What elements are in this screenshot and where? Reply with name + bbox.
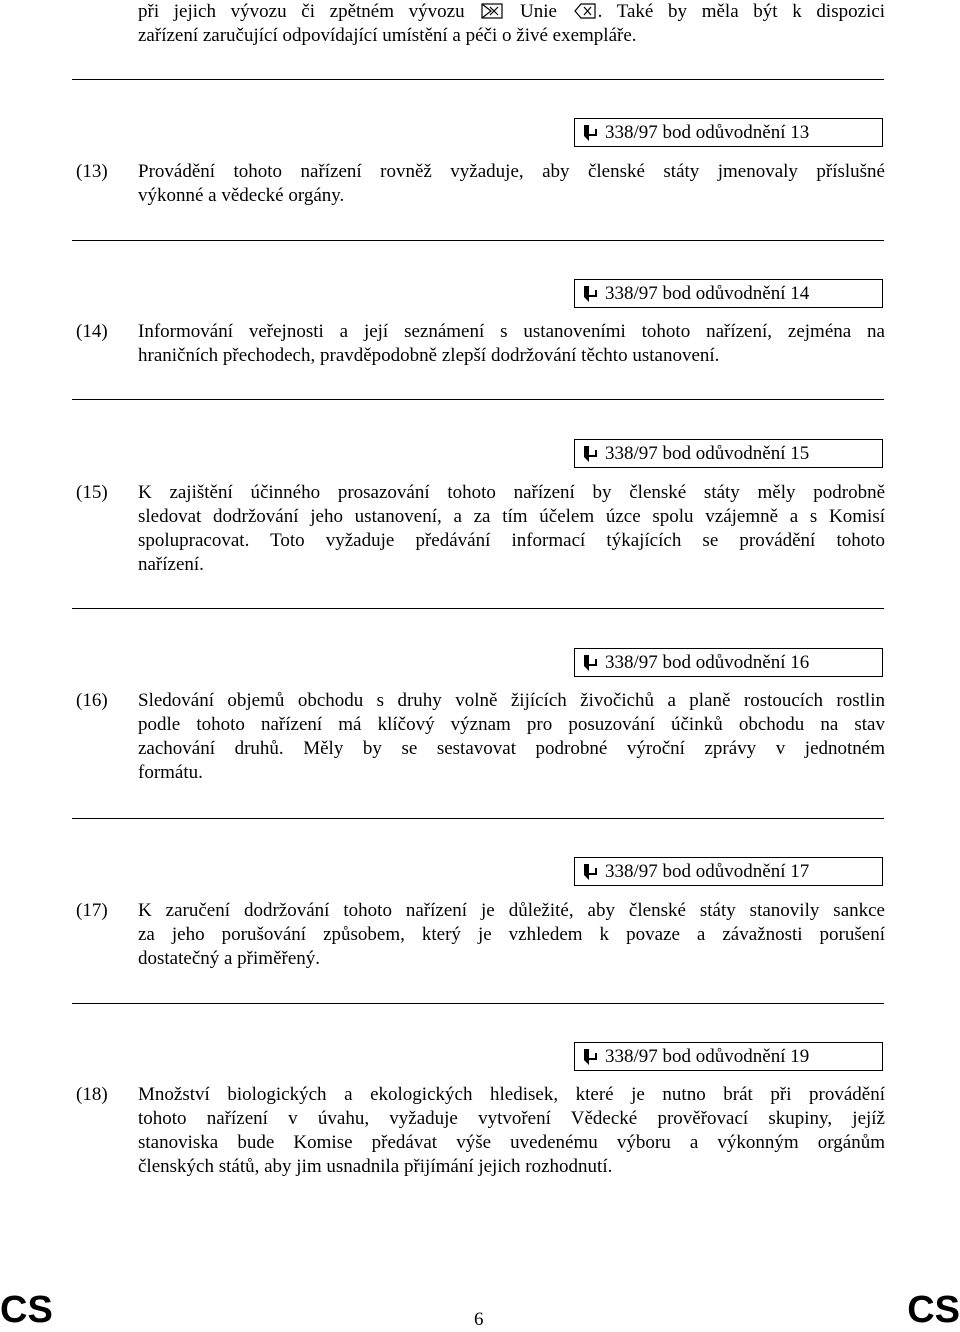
recital-line: nařízení. <box>138 554 204 575</box>
page-number: 6 <box>474 1309 484 1330</box>
insert-start-arrow-icon <box>481 3 503 19</box>
reference-label: 338/97 bod odůvodnění 13 <box>605 121 810 143</box>
reference-box <box>574 1042 883 1071</box>
reference-box <box>574 279 883 308</box>
recital-line: Informování veřejnosti a její seznámení s ustanoveními tohoto nařízení, zejména na <box>138 321 885 342</box>
arrow-down-icon <box>582 1048 598 1066</box>
reference-label: 338/97 bod odůvodnění 15 <box>605 442 810 464</box>
recital-number: (17) <box>76 900 108 921</box>
section-divider <box>72 818 884 819</box>
recital-line: hraničních přechodech, pravděpodobně zlepší dodržování těchto ustanovení. <box>138 345 720 366</box>
reference-box <box>574 857 883 886</box>
recital-line: Množství biologických a ekologických hledisek, které je nutno brát při provádění <box>138 1084 885 1105</box>
recital-line: Sledování objemů obchodu s druhy volně žijících živočichů a planě rostoucích rostlin <box>138 690 885 711</box>
recital-line: K zaručení dodržování tohoto nařízení je důležité, aby členské státy stanovily sankce <box>138 900 885 921</box>
footer-language-code-right: CS <box>907 1289 960 1331</box>
recital-line: dostatečný a přiměřený. <box>138 948 321 969</box>
section-divider <box>72 79 884 80</box>
intro-line-2: zařízení zaručující odpovídající umístění a péči o živé exempláře. <box>138 25 637 46</box>
arrow-down-icon <box>582 445 598 463</box>
reference-label: 338/97 bod odůvodnění 17 <box>605 860 810 882</box>
recital-line: stanoviska bude Komise předávat výše uvedenému výboru a výkonným orgánům <box>138 1132 885 1153</box>
recital-line: spolupracovat. Toto vyžaduje předávání informací týkajících se provádění tohoto <box>138 530 885 551</box>
section-divider <box>72 240 884 241</box>
reference-label: 338/97 bod odůvodnění 14 <box>605 282 810 304</box>
intro-text-a: při jejich vývozu či zpětném vývozu <box>138 1 465 22</box>
section-divider <box>72 399 884 400</box>
insert-end-arrow-icon <box>574 3 596 19</box>
recital-line: zachování druhů. Měly by se sestavovat podrobné výroční zprávy v jednotném <box>138 738 885 759</box>
recital-line: za jeho porušování způsobem, který je vzhledem k povaze a závažnosti porušení <box>138 924 885 945</box>
reference-box <box>574 439 883 468</box>
recital-line: Provádění tohoto nařízení rovněž vyžaduje, aby členské státy jmenovaly příslušné <box>138 161 885 182</box>
section-divider <box>72 608 884 609</box>
recital-line: členských států, aby jim usnadnila přijímání jejich rozhodnutí. <box>138 1156 613 1177</box>
recital-line: formátu. <box>138 762 203 783</box>
arrow-down-icon <box>582 654 598 672</box>
recital-line: výkonné a vědecké orgány. <box>138 185 345 206</box>
recital-number: (16) <box>76 690 108 711</box>
reference-box <box>574 648 883 677</box>
recital-line: podle tohoto nařízení má klíčový význam pro posuzování účinků obchodu na stav <box>138 714 885 735</box>
recital-number: (18) <box>76 1084 108 1105</box>
arrow-down-icon <box>582 124 598 142</box>
recital-number: (14) <box>76 321 108 342</box>
recital-line: K zajištění účinného prosazování tohoto nařízení by členské státy měly podrobně <box>138 482 885 503</box>
recital-number: (13) <box>76 161 108 182</box>
arrow-down-icon <box>582 285 598 303</box>
arrow-down-icon <box>582 863 598 881</box>
section-divider <box>72 1003 884 1004</box>
intro-text-c: . Také by měla být k dispozici <box>597 1 886 22</box>
recital-number: (15) <box>76 482 108 503</box>
intro-text-b: Unie <box>520 1 557 22</box>
recital-line: tohoto nařízení v úvahu, vyžaduje vytvoření Vědecké prověřovací skupiny, jejíž <box>138 1108 885 1129</box>
intro-line-1 <box>138 0 885 24</box>
reference-label: 338/97 bod odůvodnění 19 <box>605 1045 810 1067</box>
reference-label: 338/97 bod odůvodnění 16 <box>605 651 810 673</box>
reference-box <box>574 118 883 147</box>
recital-line: sledovat dodržování jeho ustanovení, a za tím účelem úzce spolu vzájemně a s Komisí <box>138 506 885 527</box>
footer-language-code-left: CS <box>0 1289 53 1331</box>
